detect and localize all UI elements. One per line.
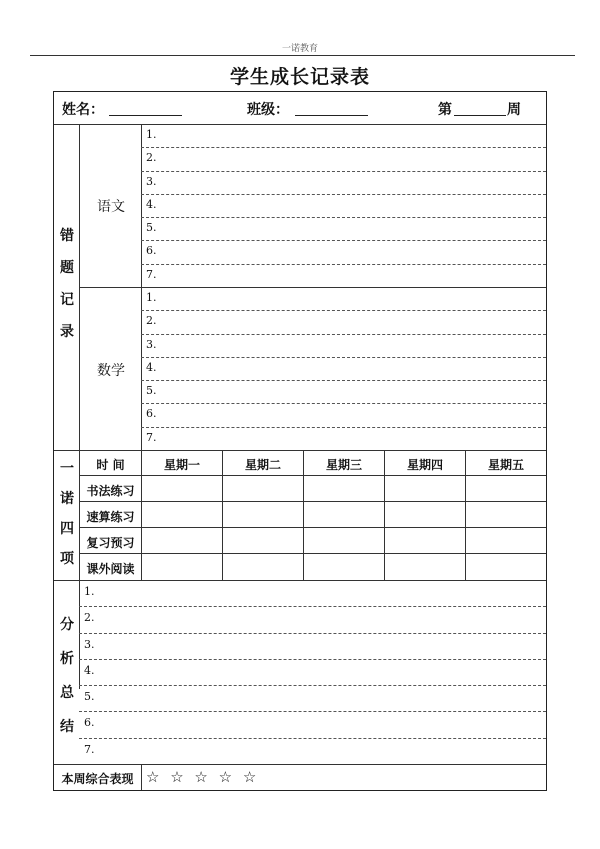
line-number: 5. xyxy=(84,690,95,704)
errors-label-char: 题 xyxy=(60,260,74,276)
errors-label-char: 错 xyxy=(60,228,74,244)
week-suffix: 周 xyxy=(507,102,521,118)
time-header: 时 间 xyxy=(96,458,125,472)
day-header: 星期五 xyxy=(487,458,524,472)
errors-section-label xyxy=(57,225,77,353)
line-number: 4. xyxy=(84,663,95,677)
day-header: 星期二 xyxy=(244,458,281,472)
line-number: 4. xyxy=(146,360,157,374)
line-number: 3. xyxy=(146,174,157,188)
tasks-header-divider xyxy=(79,475,546,476)
record-form xyxy=(53,91,547,791)
analysis-label-char: 析 xyxy=(60,651,74,667)
tasks-row-divider xyxy=(79,553,546,554)
line-number: 5. xyxy=(146,384,157,398)
tasks-row-divider xyxy=(79,501,546,502)
line-number: 7. xyxy=(146,430,157,444)
errors-label-char: 记 xyxy=(60,292,74,308)
write-line[interactable] xyxy=(141,171,546,172)
section-label-divider xyxy=(79,124,80,689)
line-number: 1. xyxy=(146,128,157,141)
line-number: 2. xyxy=(146,151,157,165)
errors-label-char: 录 xyxy=(60,324,74,340)
write-line[interactable] xyxy=(141,403,546,404)
tasks-label-char: 四 xyxy=(60,521,74,537)
write-line[interactable] xyxy=(141,357,546,358)
header-divider xyxy=(30,55,575,56)
analysis-section-label xyxy=(57,614,77,750)
line-number: 2. xyxy=(146,314,157,328)
task-row-label: 课外阅读 xyxy=(86,562,135,576)
tasks-row-divider xyxy=(79,527,546,528)
write-line[interactable] xyxy=(141,427,546,428)
star-rating[interactable]: ☆ ☆ ☆ ☆ ☆ xyxy=(146,768,260,786)
task-row-label: 复习预习 xyxy=(86,536,135,550)
write-line[interactable] xyxy=(141,380,546,381)
write-line[interactable] xyxy=(141,310,546,311)
weekly-performance-label: 本周综合表现 xyxy=(61,772,134,786)
tasks-label-char: 一 xyxy=(60,461,74,477)
line-number: 6. xyxy=(146,244,157,258)
write-line[interactable] xyxy=(79,711,546,712)
write-line[interactable] xyxy=(79,738,546,739)
analysis-label-char: 分 xyxy=(60,617,74,633)
write-line[interactable] xyxy=(141,334,546,335)
write-line[interactable] xyxy=(141,217,546,218)
page-title: 学生成长记录表 xyxy=(229,66,370,88)
line-number: 1. xyxy=(146,291,157,304)
analysis-label-char: 结 xyxy=(60,719,74,735)
info-row xyxy=(54,92,546,124)
week-prefix: 第 xyxy=(438,102,452,118)
write-line[interactable] xyxy=(79,659,546,660)
name-label: 姓名： xyxy=(62,102,104,118)
task-row-label: 速算练习 xyxy=(86,510,135,524)
write-line[interactable] xyxy=(141,264,546,265)
line-number: 7. xyxy=(146,267,157,281)
task-row-label: 书法练习 xyxy=(86,484,135,498)
line-number: 6. xyxy=(84,716,95,730)
tasks-bottom-divider xyxy=(54,580,546,581)
line-number: 3. xyxy=(84,637,95,651)
tasks-section-label xyxy=(57,458,77,578)
class-field[interactable] xyxy=(295,115,368,116)
week-field[interactable] xyxy=(454,115,506,116)
footer-divider xyxy=(141,764,142,790)
line-number: 4. xyxy=(146,197,157,211)
subject-separator xyxy=(79,287,546,288)
write-line[interactable] xyxy=(141,240,546,241)
write-line[interactable] xyxy=(79,606,546,607)
errors-bottom-divider xyxy=(54,450,546,451)
line-number: 3. xyxy=(146,337,157,351)
header-brand: 一诺教育 xyxy=(281,44,318,54)
line-number: 2. xyxy=(84,611,95,625)
name-field[interactable] xyxy=(109,115,182,116)
info-divider xyxy=(54,124,546,125)
subject-chinese-label: 语文 xyxy=(97,199,125,215)
write-line[interactable] xyxy=(141,194,546,195)
analysis-label-char: 总 xyxy=(60,685,74,701)
day-header: 星期三 xyxy=(325,458,362,472)
write-line[interactable] xyxy=(79,685,546,686)
analysis-bottom-divider xyxy=(54,764,546,765)
line-number: 6. xyxy=(146,407,157,421)
line-number: 7. xyxy=(84,742,95,756)
class-label: 班级： xyxy=(247,102,289,118)
line-number: 5. xyxy=(146,221,157,235)
tasks-label-char: 诺 xyxy=(60,491,74,507)
write-line[interactable] xyxy=(141,147,546,148)
day-header: 星期四 xyxy=(406,458,443,472)
write-line[interactable] xyxy=(79,633,546,634)
tasks-label-char: 项 xyxy=(60,551,74,567)
day-header: 星期一 xyxy=(163,458,200,472)
line-number: 1. xyxy=(84,585,95,598)
subject-math-label: 数学 xyxy=(97,363,125,379)
